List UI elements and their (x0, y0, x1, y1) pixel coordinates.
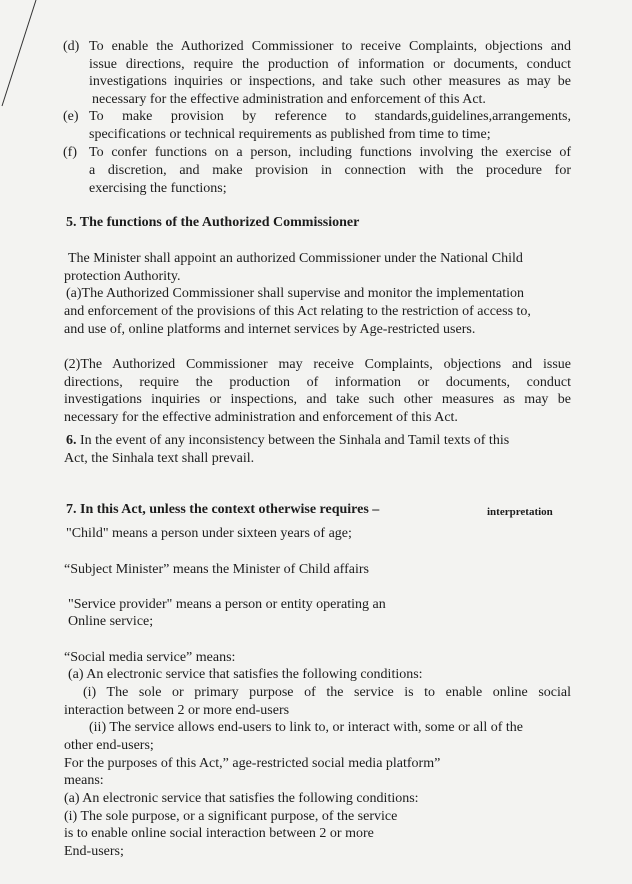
section-6-line-2: Act, the Sinhala text shall prevail. (64, 451, 255, 466)
item-e-marker: (e) (63, 109, 79, 124)
section-5-intro-line: The Minister shall appoint an authorized Commissioner under the National Child (68, 251, 523, 266)
section-5-a-line: and use of, online platforms and internet services by Age-restricted users. (64, 322, 476, 337)
item-f-line: To confer functions on a person, including functions involving the exercise of (89, 145, 571, 160)
age-restricted-platform-line: (a) An electronic service that satisfies the following conditions: (64, 791, 419, 806)
item-e-line: To make provision by reference to standards,guidelines,arrangements, (89, 109, 571, 124)
section-5-heading: 5. The functions of the Authorized Commissioner (66, 215, 360, 230)
item-f-line: a discretion, and make provision in connection with the procedure for (89, 163, 571, 178)
definition-social-media-line: other end-users; (64, 738, 154, 753)
section-6-text: In the event of any inconsistency between the Sinhala and Tamil texts of this (76, 433, 510, 448)
item-d-line: necessary for the effective administration and enforcement of this Act. (92, 92, 486, 107)
section-7-heading: 7. In this Act, unless the context otherwise requires – (66, 502, 380, 517)
section-5-2-line: (2)The Authorized Commissioner may receive Complaints, objections and issue (64, 357, 571, 372)
definition-social-media-line: (a) An electronic service that satisfies the following conditions: (68, 667, 423, 682)
definition-service-provider-line: "Service provider" means a person or entity operating an (68, 597, 386, 612)
item-d-line: investigations inquiries or inspections, and take such other measures as may be (89, 74, 571, 89)
section-6-line-1 (66, 433, 509, 449)
definition-service-provider-line: Online service; (68, 614, 154, 629)
item-f-line: exercising the functions; (89, 181, 227, 196)
section-5-2-line: directions, require the production of information or documents, conduct (64, 375, 571, 390)
margin-note-interpretation: interpretation (487, 506, 553, 518)
age-restricted-platform-line: is to enable online social interaction between 2 or more (64, 826, 374, 841)
item-d-marker: (d) (63, 39, 80, 54)
item-e-line: specifications or technical requirements as published from time to time; (89, 127, 491, 142)
section-5-a-line: and enforcement of the provisions of this Act relating to the restriction of access to, (64, 304, 531, 319)
age-restricted-platform-line: (i) The sole purpose, or a significant purpose, of the service (64, 809, 398, 824)
section-5-2-line: investigations inquiries or inspections, and take such other measures as may be (64, 392, 571, 407)
section-6-number: 6. (66, 433, 77, 448)
page-edge-mark (0, 0, 60, 110)
age-restricted-platform-line: means: (64, 773, 104, 788)
item-d-line: issue directions, require the production of information or documents, conduct (89, 57, 571, 72)
definition-social-media-line: “Social media service” means: (64, 650, 236, 665)
definition-social-media-line: (ii) The service allows end-users to link to, or interact with, some or all of the (89, 720, 524, 735)
item-d-line: To enable the Authorized Commissioner to receive Complaints, objections and (89, 39, 571, 54)
section-5-2-line: necessary for the effective administration and enforcement of this Act. (64, 410, 458, 425)
definition-social-media-line: (i) The sole or primary purpose of the service is to enable online social (83, 685, 571, 700)
definition-child: "Child" means a person under sixteen years of age; (66, 526, 352, 541)
definition-social-media-line: interaction between 2 or more end-users (64, 703, 290, 718)
section-5-intro-line: protection Authority. (64, 269, 181, 284)
item-f-marker: (f) (63, 145, 77, 160)
definition-subject-minister: “Subject Minister” means the Minister of Child affairs (64, 562, 369, 577)
age-restricted-platform-line: End-users; (64, 844, 124, 859)
age-restricted-platform-line: For the purposes of this Act,” age-restricted social media platform” (64, 756, 441, 771)
section-5-a-line: (a)The Authorized Commissioner shall supervise and monitor the implementation (66, 286, 525, 301)
